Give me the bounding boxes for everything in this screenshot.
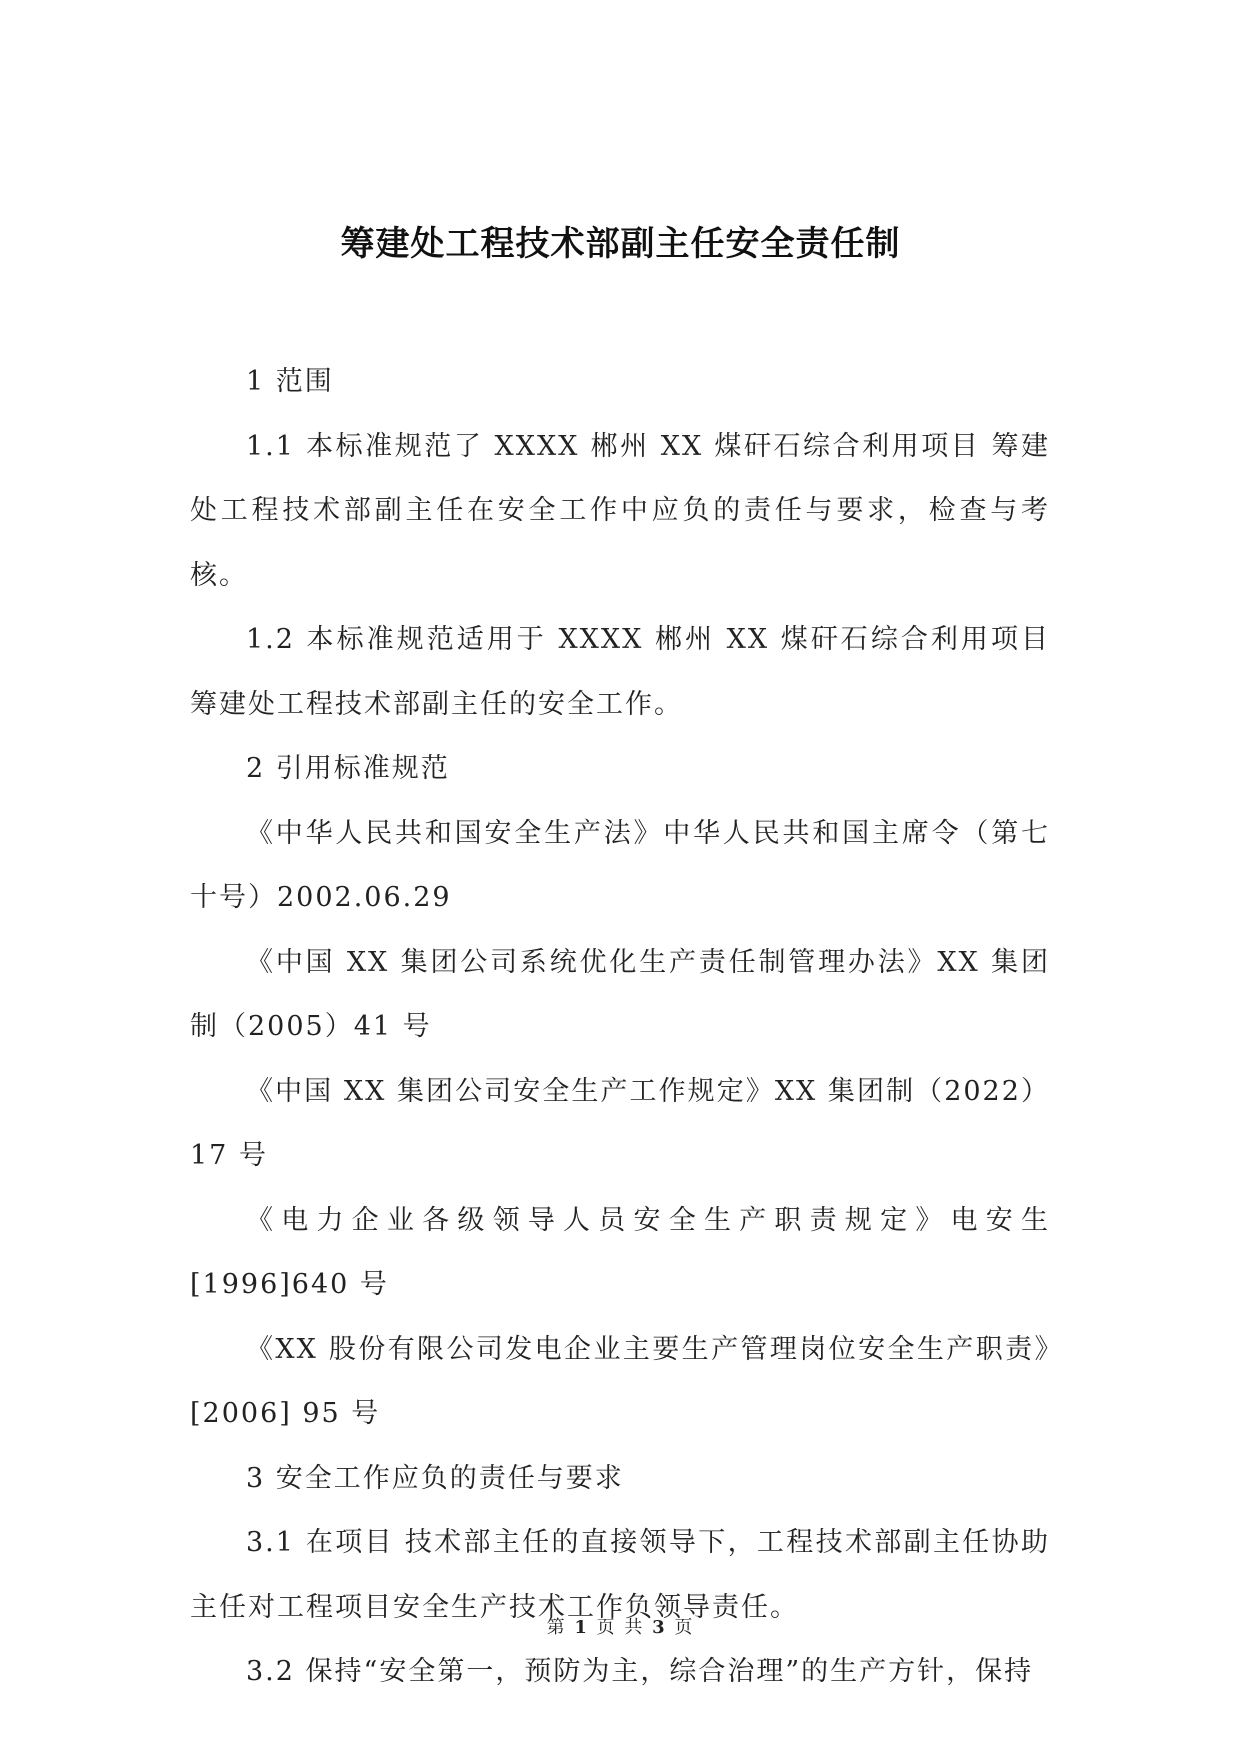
paragraph: 《中华人民共和国安全生产法》中华人民共和国主席令（第七十号）2002.06.29: [190, 817, 1050, 913]
footer-suffix: 页: [674, 1617, 695, 1638]
footer-page-number: 1: [574, 1617, 589, 1638]
paragraph: 1.2 本标准规范适用于 XXXX 郴州 XX 煤矸石综合利用项目 筹建处工程技术部副主任的安全工作。: [190, 624, 1050, 720]
paragraph: 《中国 XX 集团公司系统优化生产责任制管理办法》XX 集团制（2005）41 号: [190, 946, 1050, 1042]
paragraph: 3.1 在项目 技术部主任的直接领导下，工程技术部副主任协助主任对工程项目安全生产技术工作负领导责任。: [190, 1527, 1050, 1623]
paragraph: 3 安全工作应负的责任与要求: [246, 1462, 624, 1494]
paragraph: 《电力企业各级领导人员安全生产职责规定》电安生[1996]640 号: [190, 1204, 1050, 1300]
paragraph: 《XX 股份有限公司发电企业主要生产管理岗位安全生产职责》[2006] 95 号: [190, 1333, 1050, 1429]
page-footer: [0, 1613, 1241, 1639]
footer-prefix: 第: [546, 1617, 567, 1638]
footer-middle: 页 共: [596, 1617, 645, 1638]
footer-total-pages: 3: [652, 1617, 667, 1638]
paragraph: 2 引用标准规范: [246, 753, 450, 784]
paragraph: 《中国 XX 集团公司安全生产工作规定》XX 集团制（2022）17 号: [190, 1075, 1050, 1171]
paragraph: 1.1 本标准规范了 XXXX 郴州 XX 煤矸石综合利用项目 筹建处工程技术部副主任在安全工作中应负的责任与要求，检查与考核。: [190, 430, 1050, 591]
document-body: [190, 350, 1050, 1705]
document-title: 筹建处工程技术部副主任安全责任制: [340, 224, 901, 264]
paragraph: 3.2 保持“安全第一，预防为主，综合治理”的生产方针，保持: [246, 1656, 1034, 1687]
paragraph: 1 范围: [246, 366, 334, 397]
